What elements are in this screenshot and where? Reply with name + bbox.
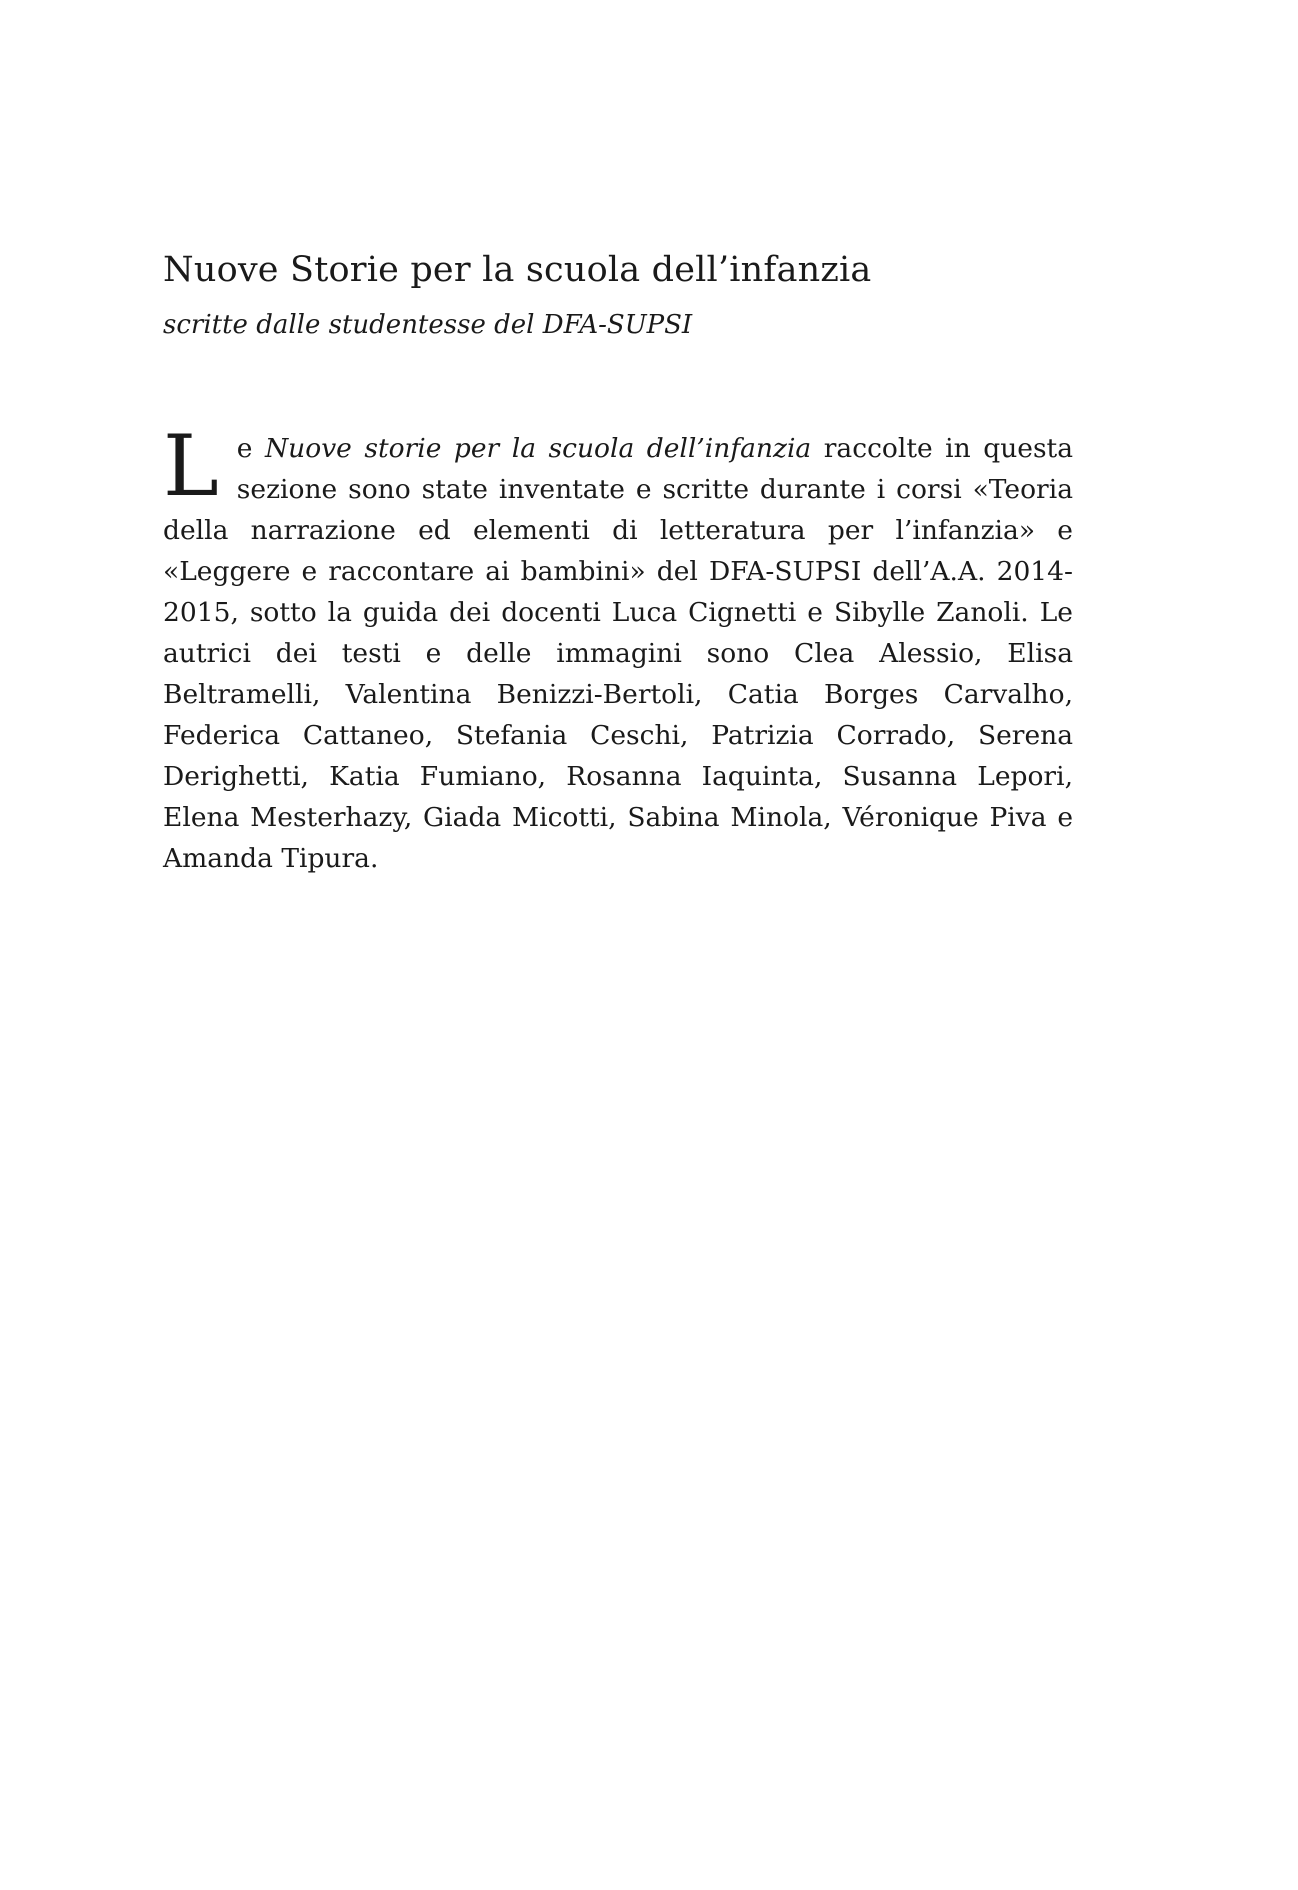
body-lead: e	[236, 433, 265, 464]
body-paragraph	[163, 417, 1074, 879]
section-subtitle: scritte dalle studentesse del DFA-SUPSI	[163, 310, 693, 340]
body-italic-title: Nuove storie per la scuola dell’infanzia	[264, 433, 812, 464]
drop-cap: L	[163, 417, 219, 515]
body-text: raccolte in questa sezione sono state inventate e scritte durante i corsi «Teoria della narrazione ed elementi di letteratura per l’infanzia» e «Leggere e raccontare ai bambini» del DFA-SUPSI dell’A.A. 2014-2015, sotto la guida dei docenti Luca Cignetti e Sibylle Zanoli. Le autrici dei testi e delle immagini sono Clea Alessio, Elisa Beltramelli, Valentina Benizzi-Bertoli, Catia Borges Carvalho, Federica Cattaneo, Stefania Ceschi, Patrizia Corrado, Serena Derighetti, Katia Fumiano, Rosanna Iaquinta, Susanna Lepori, Elena Mesterhazy, Giada Micotti, Sabina Minola, Véronique Piva e Amanda Tipura.	[163, 433, 1074, 874]
section-title: Nuove Storie per la scuola dell’infanzia	[163, 250, 872, 290]
